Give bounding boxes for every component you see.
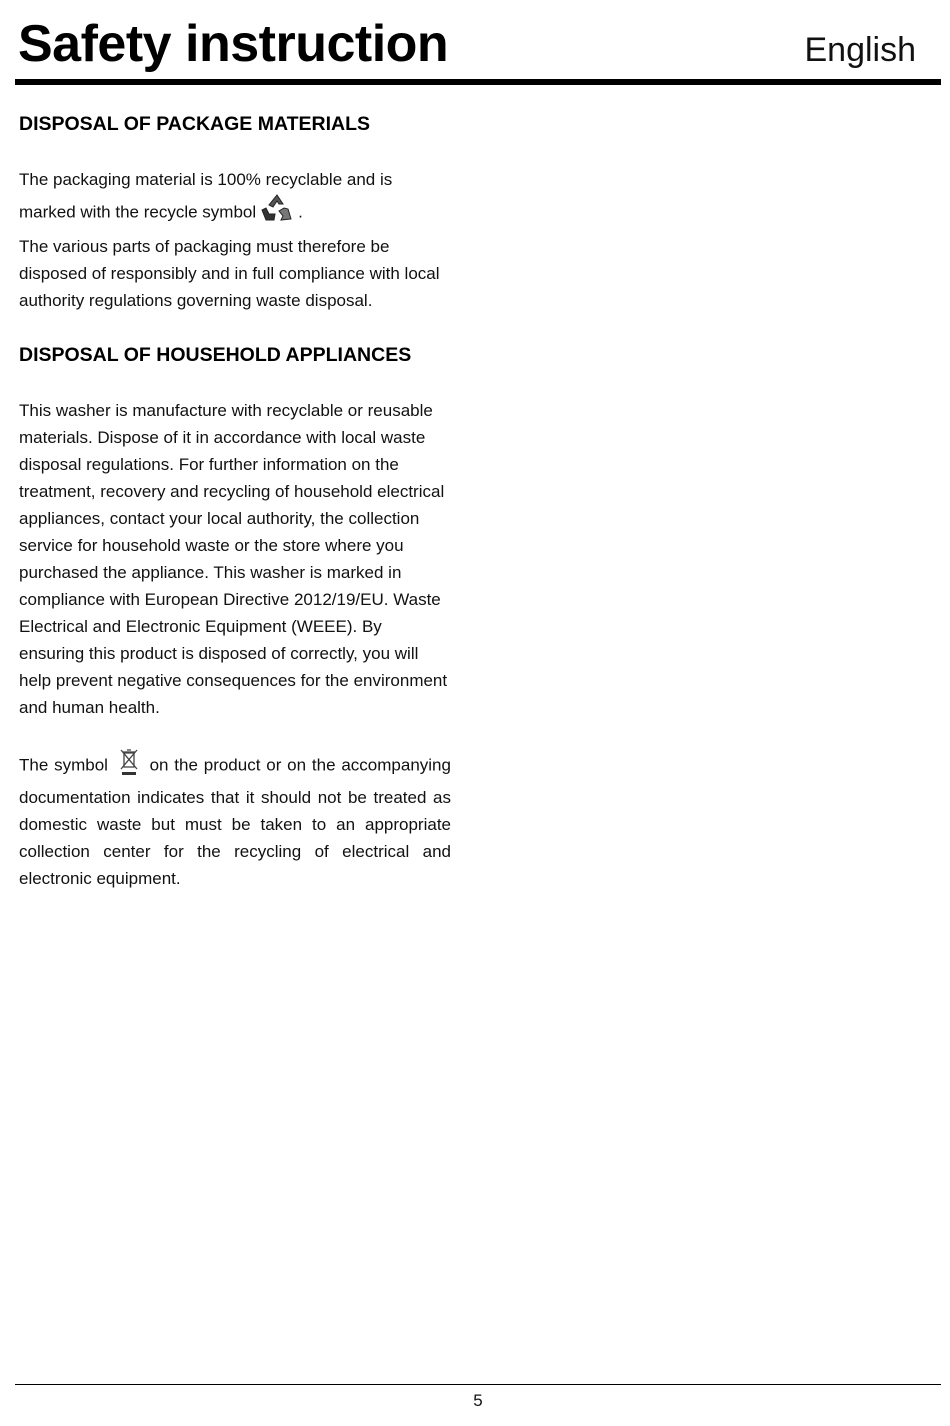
main-content (19, 110, 451, 892)
page-title: Safety instruction (18, 15, 449, 73)
weee-text-start: The symbol (19, 755, 108, 775)
page-header (0, 0, 950, 90)
page-number: 5 (473, 1391, 483, 1410)
section-heading-appliances: DISPOSAL OF HOUSEHOLD APPLIANCES (19, 344, 412, 366)
footer-divider (15, 1384, 941, 1385)
weee-paragraph (19, 748, 451, 892)
recycle-icon (260, 193, 294, 233)
package-text-line2: marked with the recycle symbol (19, 202, 257, 222)
package-text-line2-end: . (298, 202, 303, 222)
header-divider (15, 79, 941, 85)
section-heading-package: DISPOSAL OF PACKAGE MATERIALS (19, 113, 371, 135)
language-label: English (804, 31, 916, 69)
package-text-rest: The various parts of packaging must therefore be disposed of responsibly and in full compliance with local authority regulations governing waste disposal. (19, 237, 440, 310)
weee-text-rest: on the product or on the accompanying documentation indicates that it should not be treated as domestic waste but must be taken to an appropriate collection center for the recycling of electrical and electronic equipment. (19, 755, 451, 888)
appliances-paragraph: This washer is manufacture with recyclable or reusable materials. Dispose of it in accordance with local waste disposal regulations. For further information on the treatment, recovery and recycling of household electrical appliances, contact your local authority, the collection service for household waste or the store where you purchased the appliance. This washer is marked in compliance with European Directive 2012/19/EU. Waste Electrical and Electronic Equipment (WEEE). By ensuring this product is disposed of correctly, you will help prevent negative consequences for the environment and human health. (19, 401, 448, 717)
crossed-out-wheelie-bin-icon (118, 748, 140, 784)
package-text-line1: The packaging material is 100% recyclable and is (19, 170, 393, 189)
package-paragraph (19, 166, 451, 314)
